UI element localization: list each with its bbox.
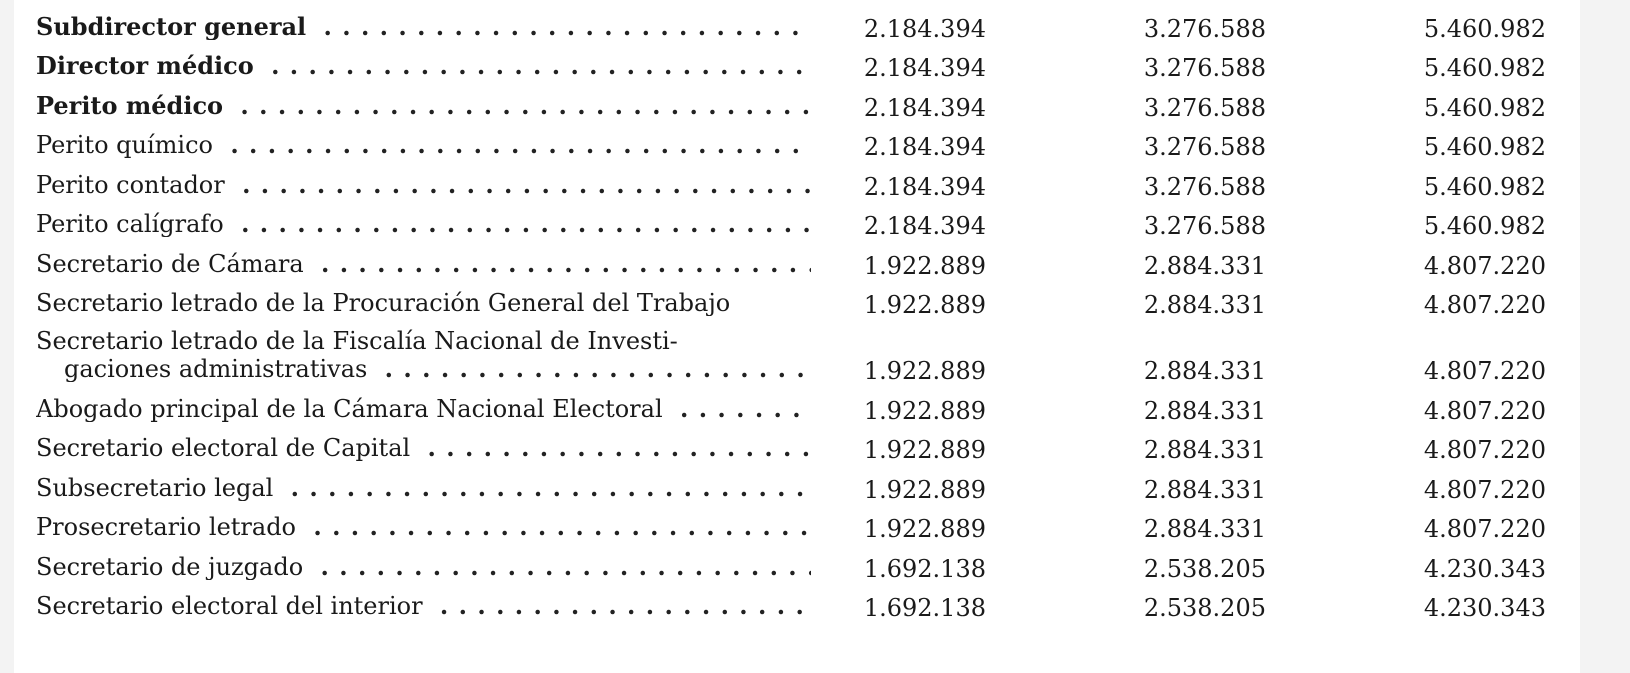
salary-value-col3: 4.807.220 — [1423, 357, 1546, 385]
salary-value-col3: 4.230.343 — [1423, 594, 1546, 622]
position-label: Prosecretario letrado . . . — [36, 514, 811, 540]
position-label: Perito químico . . . — [36, 132, 811, 158]
salary-value-col1: 1.922.889 — [863, 396, 986, 425]
table-row — [36, 390, 1576, 430]
salary-value-col2: 2.538.205 — [1143, 594, 1266, 622]
table-row — [36, 285, 1576, 325]
document-page — [14, 0, 1580, 673]
position-label-line2: gaciones administrativas . . . — [64, 356, 811, 382]
position-label: Subsecretario legal . . . — [36, 475, 811, 501]
table-row — [36, 430, 1576, 470]
salary-value-col3: 5.460.982 — [1423, 54, 1546, 82]
scan-margin-right — [1580, 0, 1630, 673]
salary-value-col1: 2.184.394 — [863, 172, 986, 201]
salary-value-col2: 3.276.588 — [1143, 54, 1266, 82]
table-row — [36, 588, 1576, 628]
salary-value-col1: 1.922.889 — [863, 475, 986, 504]
table-row — [36, 548, 1576, 588]
salary-value-col1: 1.922.889 — [863, 436, 986, 464]
table-row — [36, 166, 1576, 206]
salary-value-col1: 2.184.394 — [863, 14, 986, 43]
salary-value-col3: 5.460.982 — [1423, 93, 1546, 122]
position-label: Perito calígrafo . . . — [36, 211, 811, 237]
salary-value-col3: 5.460.982 — [1423, 14, 1546, 43]
salary-value-col3: 5.460.982 — [1423, 172, 1546, 201]
salary-value-col3: 4.230.343 — [1423, 554, 1546, 583]
salary-value-col2: 2.884.331 — [1143, 396, 1266, 425]
salary-value-col2: 3.276.588 — [1143, 93, 1266, 122]
table-row — [36, 48, 1576, 88]
salary-value-col1: 1.922.889 — [863, 251, 986, 280]
salary-value-col2: 2.884.331 — [1143, 357, 1266, 385]
salary-value-col3: 4.807.220 — [1423, 515, 1546, 543]
salary-value-col2: 2.884.331 — [1143, 436, 1266, 464]
position-label: Perito contador . . . — [36, 172, 811, 198]
salary-value-col2: 2.538.205 — [1143, 554, 1266, 583]
salary-value-col1: 2.184.394 — [863, 93, 986, 122]
table-row — [36, 87, 1576, 127]
position-label: Secretario letrado de la Procuración General del Trabajo — [36, 290, 811, 316]
position-label: Director médico . . . — [36, 53, 811, 79]
salary-value-col3: 4.807.220 — [1423, 475, 1546, 504]
salary-value-col2: 3.276.588 — [1143, 212, 1266, 240]
position-label: Subdirector general . . . — [36, 14, 811, 40]
table-row — [36, 127, 1576, 167]
scan-margin-left — [0, 0, 14, 673]
salary-value-col1: 1.692.138 — [863, 554, 986, 583]
salary-value-col1: 1.922.889 — [863, 515, 986, 543]
salary-value-col3: 5.460.982 — [1423, 212, 1546, 240]
table-row — [36, 206, 1576, 246]
position-label: Abogado principal de la Cámara Nacional Electoral . . . — [36, 396, 811, 422]
table-row — [36, 509, 1576, 549]
position-label: Perito médico . . . — [36, 93, 811, 119]
salary-value-col3: 4.807.220 — [1423, 291, 1546, 319]
position-label: Secretario electoral del interior . . . — [36, 593, 811, 619]
salary-value-col1: 1.922.889 — [863, 357, 986, 385]
table-row — [36, 245, 1576, 285]
salary-table — [36, 8, 1576, 627]
salary-value-col1: 2.184.394 — [863, 54, 986, 82]
salary-value-col2: 2.884.331 — [1143, 515, 1266, 543]
position-label: Secretario electoral de Capital . . . — [36, 435, 811, 461]
position-label-line1: Secretario letrado de la Fiscalía Nacional de Investi- — [36, 328, 811, 354]
salary-value-col3: 5.460.982 — [1423, 133, 1546, 161]
salary-value-col1: 2.184.394 — [863, 133, 986, 161]
salary-value-col2: 2.884.331 — [1143, 251, 1266, 280]
position-label: Secretario de juzgado . . . — [36, 554, 811, 580]
salary-value-col2: 3.276.588 — [1143, 133, 1266, 161]
salary-value-col1: 1.692.138 — [863, 594, 986, 622]
table-row — [36, 469, 1576, 509]
salary-value-col2: 3.276.588 — [1143, 14, 1266, 43]
salary-value-col2: 2.884.331 — [1143, 291, 1266, 319]
salary-value-col3: 4.807.220 — [1423, 251, 1546, 280]
salary-value-col1: 1.922.889 — [863, 291, 986, 319]
table-row — [36, 8, 1576, 48]
salary-value-col2: 2.884.331 — [1143, 475, 1266, 504]
salary-value-col2: 3.276.588 — [1143, 172, 1266, 201]
salary-value-col1: 2.184.394 — [863, 212, 986, 240]
position-label: Secretario de Cámara . . . — [36, 251, 811, 277]
salary-value-col3: 4.807.220 — [1423, 396, 1546, 425]
table-row — [36, 324, 1576, 390]
salary-value-col3: 4.807.220 — [1423, 436, 1546, 464]
